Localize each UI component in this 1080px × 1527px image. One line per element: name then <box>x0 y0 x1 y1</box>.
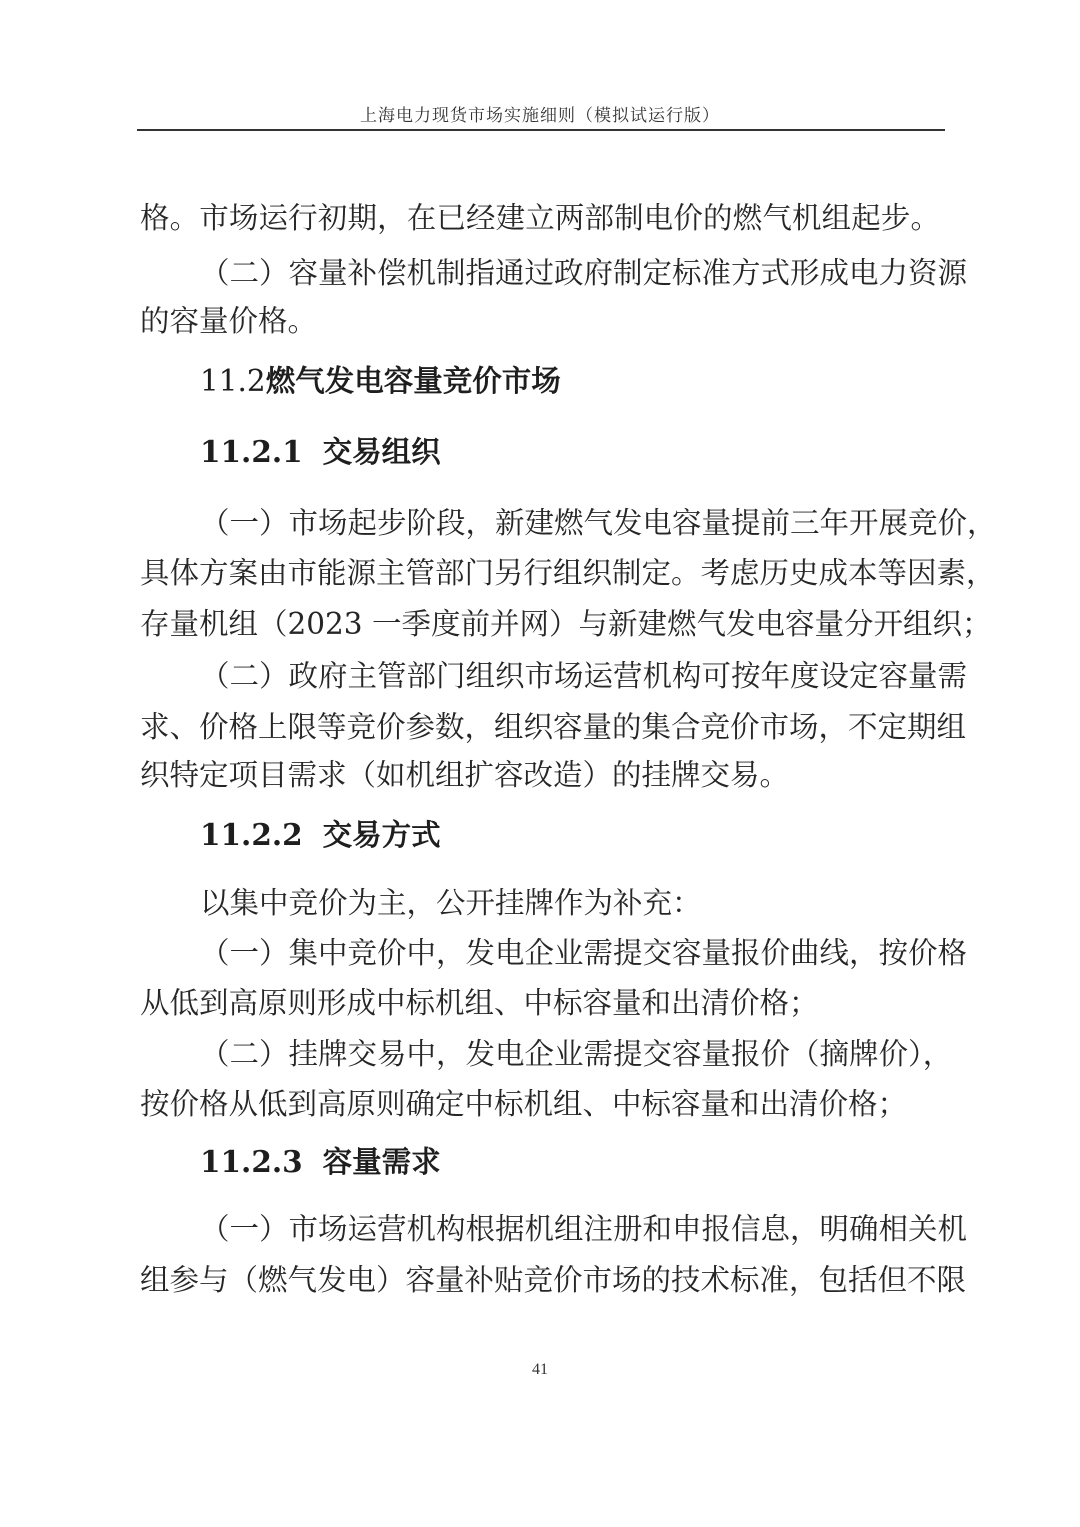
section-title: 燃气发电容量竞价市场 <box>265 363 561 398</box>
body-line: （二）政府主管部门组织市场运营机构可按年度设定容量需 <box>200 659 968 693</box>
body-line: （一）市场运营机构根据机组注册和申报信息，明确相关机 <box>200 1212 968 1246</box>
section-heading-11-2-2 <box>200 815 441 855</box>
body-line: 织特定项目需求（如机组扩容改造）的挂牌交易。 <box>140 758 790 792</box>
page-header-title: 上海电力现货市场实施细则（模拟试运行版） <box>360 106 720 126</box>
body-line: 按价格从低到高原则确定中标机组、中标容量和出清价格； <box>140 1087 908 1121</box>
body-line: （二）容量补偿机制指通过政府制定标准方式形成电力资源 <box>200 256 968 290</box>
body-line: 组参与（燃气发电）容量补贴竞价市场的技术标准，包括但不限 <box>140 1263 967 1297</box>
section-title: 交易组织 <box>322 434 441 469</box>
section-number: 11.2.1 <box>200 434 303 469</box>
section-number: 11.2 <box>200 364 266 398</box>
body-line: 的容量价格。 <box>140 304 318 338</box>
body-line: 存量机组（2023 一季度前并网）与新建燃气发电容量分开组织； <box>140 607 992 641</box>
body-line: （二）挂牌交易中，发电企业需提交容量报价（摘牌价）， <box>200 1037 953 1071</box>
section-heading-11-2-1 <box>200 432 441 472</box>
body-line: 从低到高原则形成中标机组、中标容量和出清价格； <box>140 986 819 1020</box>
section-number: 11.2.3 <box>200 1144 303 1179</box>
body-line: 具体方案由市能源主管部门另行组织制定。考虑历史成本等因素， <box>140 556 996 590</box>
section-title: 容量需求 <box>322 1144 441 1179</box>
body-line: 求、价格上限等竞价参数，组织容量的集合竞价市场，不定期组 <box>140 710 967 744</box>
body-line: 以集中竞价为主，公开挂牌作为补充： <box>200 886 702 920</box>
body-line: （一）市场起步阶段，新建燃气发电容量提前三年开展竞价， <box>200 506 997 540</box>
header-rule <box>137 129 945 131</box>
section-title: 交易方式 <box>322 817 441 852</box>
section-heading-11-2-3 <box>200 1142 441 1182</box>
body-line: （一）集中竞价中，发电企业需提交容量报价曲线，按价格 <box>200 936 968 970</box>
section-number: 11.2.2 <box>200 817 303 852</box>
body-line: 格。市场运行初期，在已经建立两部制电价的燃气机组起步。 <box>140 201 940 235</box>
section-heading-11-2 <box>200 361 561 401</box>
page-number: 41 <box>532 1361 548 1378</box>
